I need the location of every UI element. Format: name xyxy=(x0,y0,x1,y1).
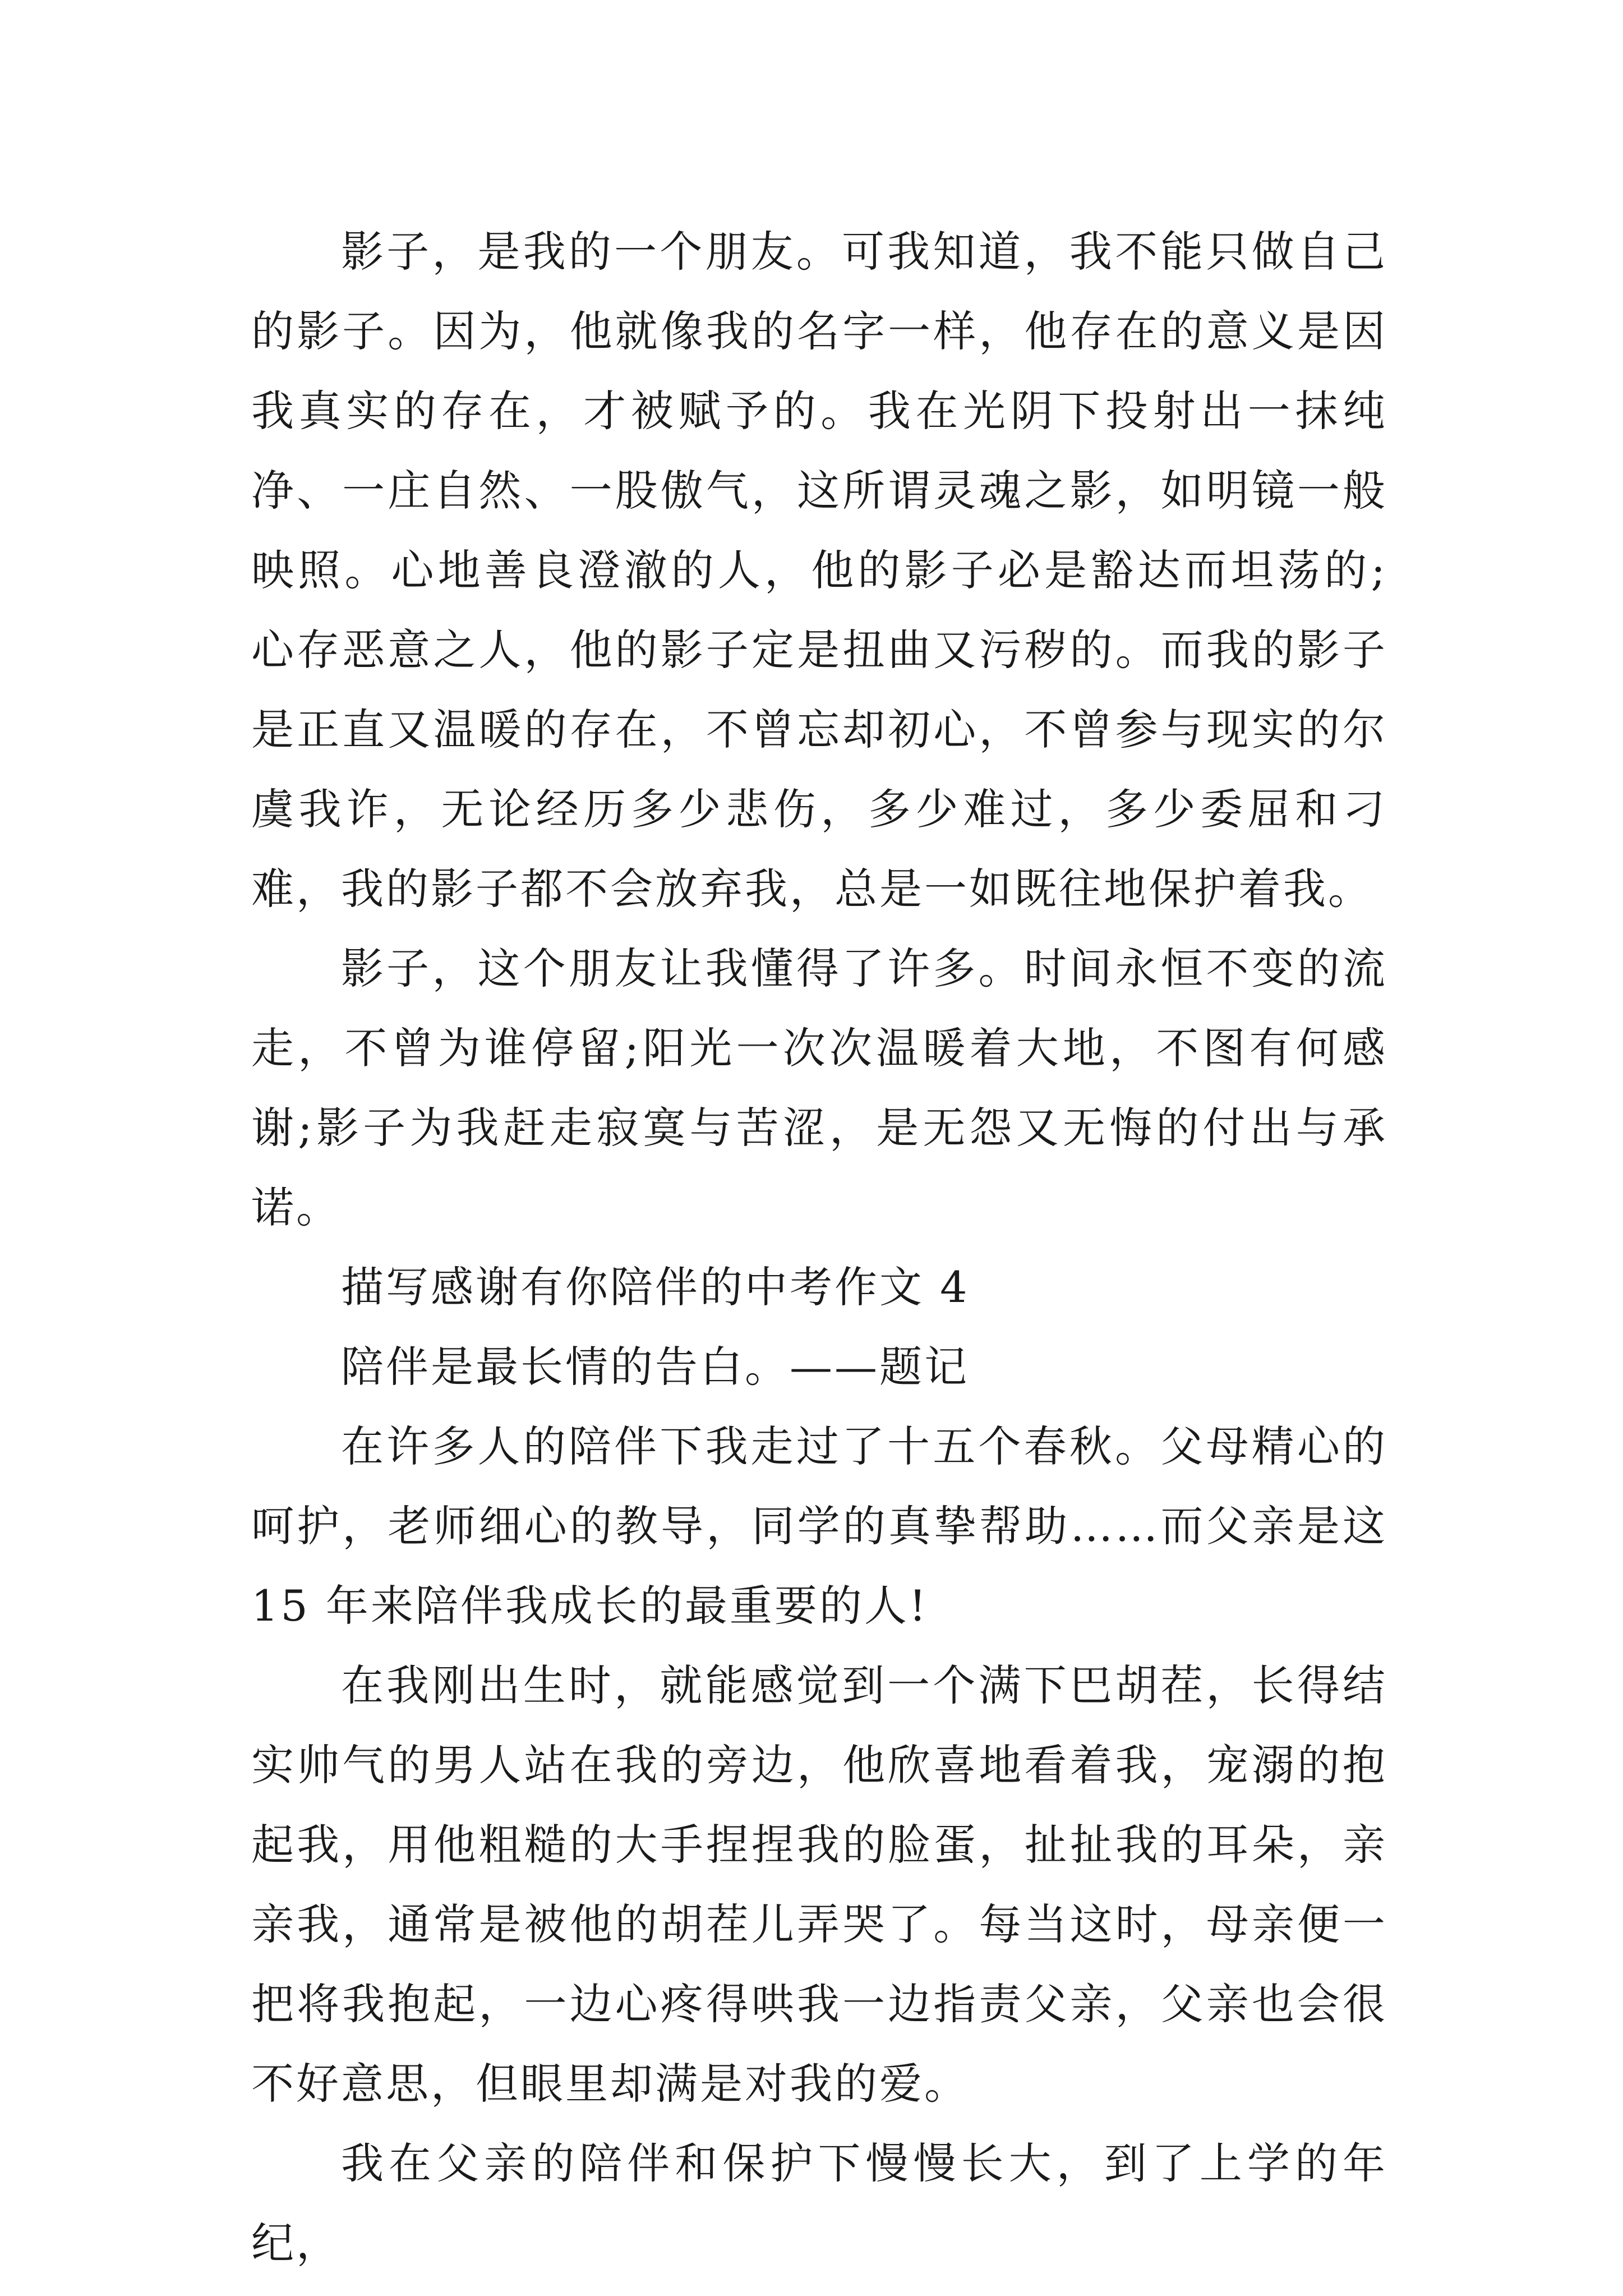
paragraph-fifteen-years: 在许多人的陪伴下我走过了十五个春秋。父母精心的呵护，老师细心的教导，同学的真挚帮助……而父亲是这 15 年来陪伴我成长的最重要的人! xyxy=(251,1421,1387,1631)
essay-heading: 描写感谢有你陪伴的中考作文 4 xyxy=(341,1262,970,1312)
paragraph-shadow-lesson: 影子，这个朋友让我懂得了许多。时间永恒不变的流走，不曾为谁停留;阳光一次次温暖着大地，不图有何感谢;影子为我赶走寂寞与苦涩，是无怨又无悔的付出与承诺。 xyxy=(251,944,1387,1232)
paragraph-growing-up: 我在父亲的陪伴和保护下慢慢长大，到了上学的年纪， xyxy=(251,2138,1387,2268)
epigraph: 陪伴是最长情的告白。——题记 xyxy=(341,1342,969,1392)
document-body xyxy=(251,212,1387,2283)
paragraph-birth: 在我刚出生时，就能感觉到一个满下巴胡茬，长得结实帅气的男人站在我的旁边，他欣喜地看着我，宠溺的抱起我，用他粗糙的大手捏捏我的脸蛋，扯扯我的耳朵，亲亲我，通常是被他的胡茬儿弄哭了。每当这时，母亲便一把将我抱起，一边心疼得哄我一边指责父亲，父亲也会很不好意思，但眼里却满是对我的爱。 xyxy=(251,1660,1387,2109)
paragraph-shadow-friend: 影子，是我的一个朋友。可我知道，我不能只做自己的影子。因为，他就像我的名字一样，他存在的意义是因我真实的存在，才被赋予的。我在光阴下投射出一抹纯净、一庄自然、一股傲气，这所谓灵魂之影，如明镜一般映照。心地善良澄澈的人，他的影子必是豁达而坦荡的;心存恶意之人，他的影子定是扭曲又污秽的。而我的影子是正直又温暖的存在，不曾忘却初心，不曾参与现实的尔虞我诈，无论经历多少悲伤，多少难过，多少委屈和刁难，我的影子都不会放弃我，总是一如既往地保护着我。 xyxy=(251,227,1387,914)
